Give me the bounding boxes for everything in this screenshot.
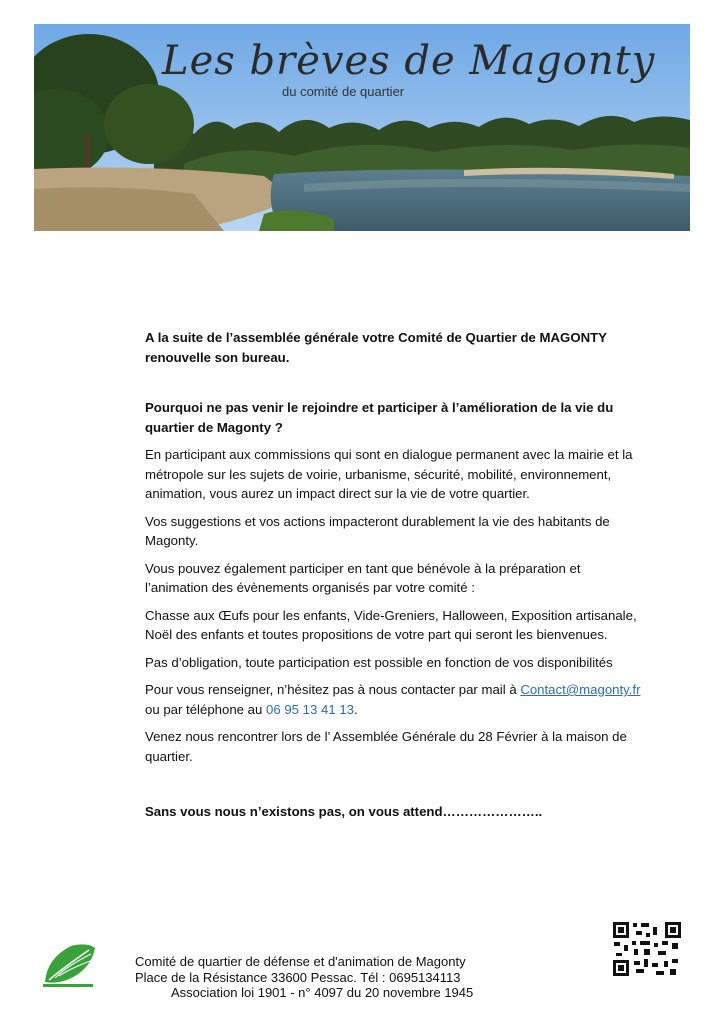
contact-paragraph: [145, 680, 645, 719]
no-obligation-paragraph: Pas d’obligation, toute participation est possible en fonction de vos disponibilités: [145, 654, 613, 670]
intro-paragraph: A la suite de l’assemblée générale votre Comité de Quartier de MAGONTY renouvelle son bureau.: [145, 330, 607, 365]
footer-address: [135, 954, 485, 1001]
qr-code: [612, 921, 682, 977]
invitation-question: Pourquoi ne pas venir le rejoindre et participer à l’amélioration de la vie du quartier de Magonty ?: [145, 400, 614, 435]
commissions-paragraph: En participant aux commissions qui sont en dialogue permanent avec la mairie et la métropole sur les sujets de voirie, urbanisme, sécurité, mobilité, environnement, animation, vous aurez un impact direct sur la vie de votre quartier.: [145, 447, 633, 501]
assembly-paragraph: Venez nous rencontrer lors de l’ Assemblée Générale du 28 Février à la maison de quartier.: [145, 729, 627, 764]
footer-committee-name: Comité de quartier de défense et d'animation de Magonty: [135, 954, 466, 969]
committee-logo: [37, 940, 99, 990]
footer-registration: Association loi 1901 - n° 4097 du 20 novembre 1945: [171, 985, 474, 1000]
phone-intro: ou par téléphone au: [145, 701, 266, 717]
phone-end: .: [354, 701, 358, 717]
phone-number: 06 95 13 41 13: [266, 701, 354, 717]
closing-line: Sans vous nous n’existons pas, on vous attend…………………..: [145, 804, 543, 819]
suggestions-paragraph: Vos suggestions et vos actions impacteront durablement la vie des habitants de Magonty.: [145, 513, 610, 548]
footer-address-line: Place de la Résistance 33600 Pessac. Tél : 0695134113: [135, 969, 461, 985]
contact-email-link[interactable]: Contact@magonty.fr: [520, 682, 641, 697]
newsletter-subtitle: du comité de quartier: [282, 84, 405, 99]
contact-intro: Pour vous renseigner, n’hésitez pas à nous contacter par mail à: [145, 682, 521, 697]
letter-body: [145, 328, 645, 830]
events-paragraph: Chasse aux Œufs pour les enfants, Vide-Greniers, Halloween, Exposition artisanale, Noël des enfants et toutes propositions de votre part qui seront les bienvenues.: [145, 607, 637, 642]
header-banner: [34, 24, 690, 231]
volunteer-paragraph: Vous pouvez également participer en tant que bénévole à la préparation et l’animation des évènements organisés par votre comité :: [145, 560, 581, 595]
newsletter-title: Les brèves de Magonty: [162, 38, 656, 84]
